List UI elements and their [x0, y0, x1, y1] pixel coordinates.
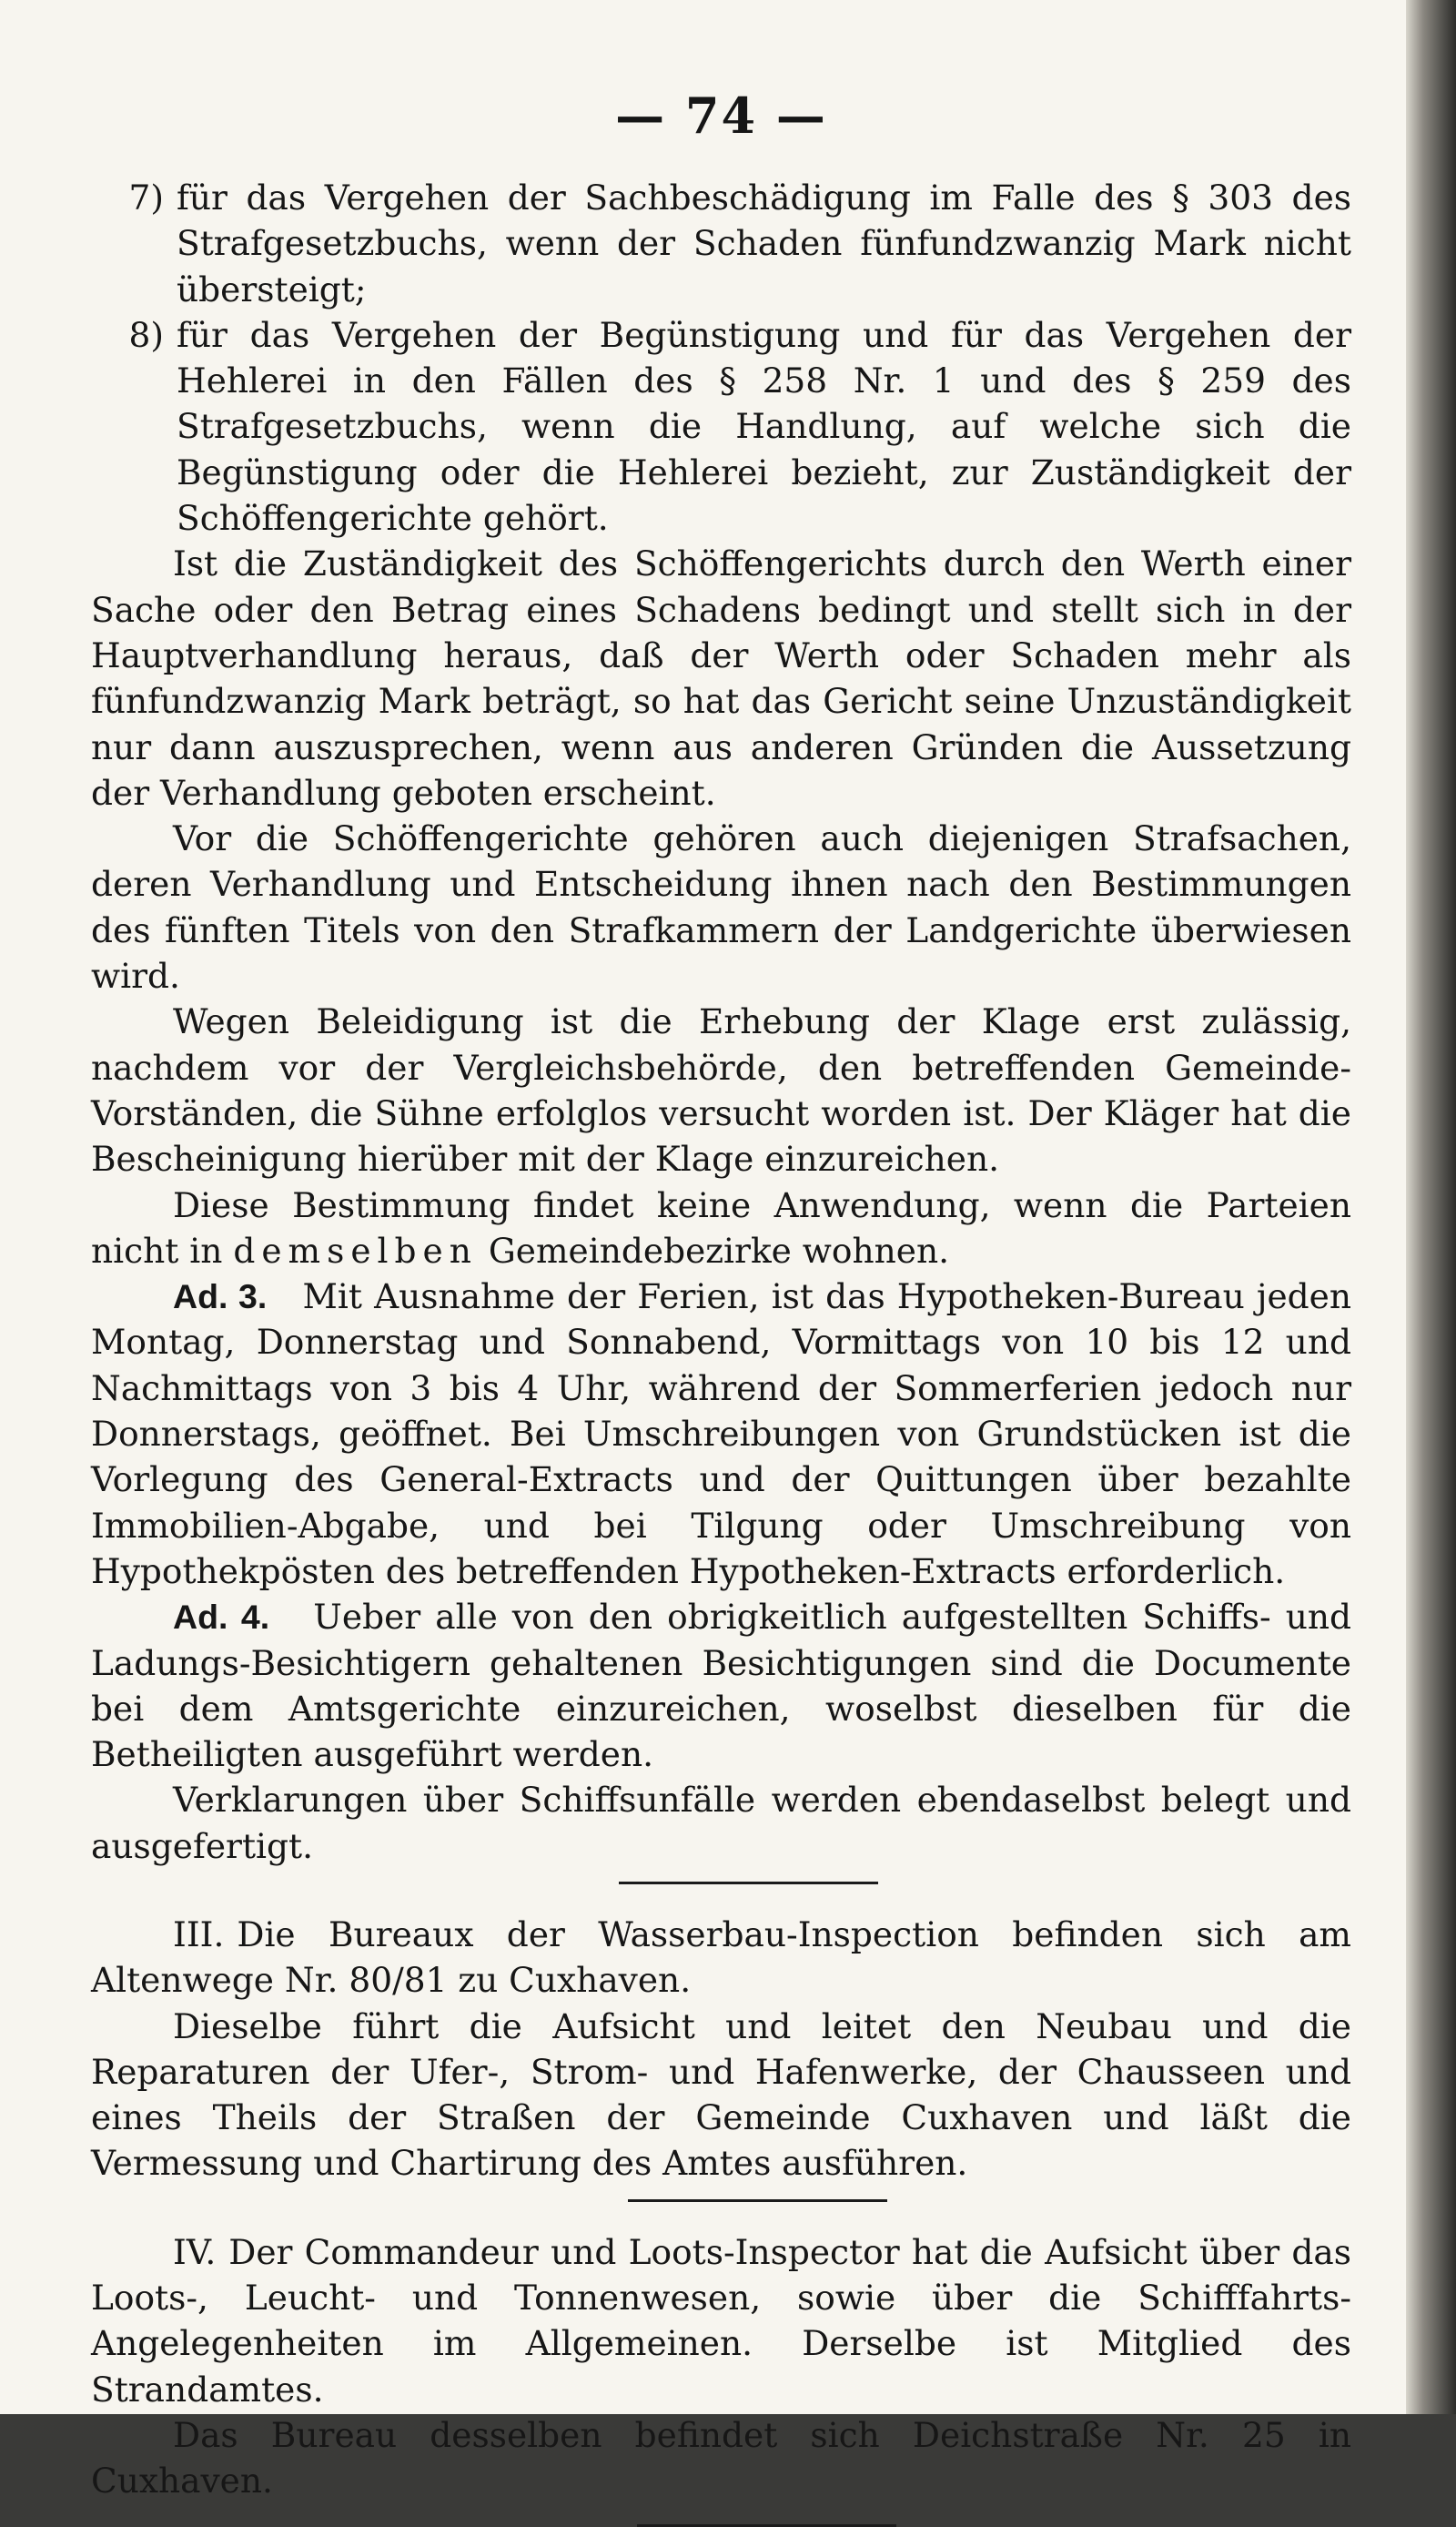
list-item-number: 7): [128, 178, 164, 218]
paragraph-bestimmung: [91, 1182, 1351, 1274]
paragraph-ad-3: [91, 1274, 1351, 1594]
paragraph-beleidigung: Wegen Beleidigung ist die Erhebung der Klage erst zulässig, nachdem vor der Vergleichsbehörde, den betreffenden Gemeinde-Vorständen, die Sühne erfolglos versucht worden ist. Der Kläger hat die Bescheinigung hierüber mit der Klage einzureichen.: [91, 1001, 1351, 1180]
section-4-paragraph: [91, 2229, 1351, 2412]
page-number: — 74 —: [615, 86, 827, 145]
page-edge-shadow: [1406, 0, 1456, 2414]
list-item-number: 8): [128, 314, 164, 355]
page-body: [91, 175, 1351, 2527]
section-divider: [637, 2524, 896, 2527]
paragraph-zustaendigkeit: Ist die Zuständigkeit des Schöffengerichts durch den Werth einer Sache oder den Betrag eines Schadens bedingt und stellt sich in der Hauptverhandlung heraus, daß der Werth oder Schaden mehr als fünfundzwanzig Mark beträgt, so hat das Gericht seine Unzuständigkeit nur dann auszusprechen, wenn aus anderen Gründen die Aussetzung der Verhandlung geboten erscheint.: [91, 543, 1351, 813]
list-item-text: für das Vergehen der Sachbeschädigung im Falle des § 303 des Strafgesetzbuchs, wenn der Schaden fünfundzwanzig Mark nicht übersteigt;: [177, 178, 1351, 310]
ad-3-text: Mit Ausnahme der Ferien, ist das Hypotheken-Bureau jeden Montag, Donnerstag und Sonnabend, Vormittags von 10 bis 12 und Nachmittags von 3 bis 4 Uhr, während der Sommerferien jedoch nur Donnerstags, geöffnet. Bei Umschreibungen von Grundstücken ist die Vorlegung des General-Extracts und der Quittungen über bezahlte Immobilien-Abgabe, und bei Tilgung oder Umschreibung von Hypothekpösten des betreffenden Hypotheken-Extracts erforderlich.: [91, 1276, 1351, 1591]
paragraph-ad-4: [91, 1594, 1351, 1777]
list-item-7: [91, 175, 1351, 312]
paragraph-verklarungen: Verklarungen über Schiffsunfälle werden ebendaselbst belegt und ausgefertigt.: [91, 1780, 1351, 1866]
paragraph-strafsachen: Vor die Schöffengerichte gehören auch diejenigen Strafsachen, deren Verhandlung und Entscheidung ihnen nach den Bestimmungen des fünften Titels von den Strafkammern der Landgerichte überwiesen wird.: [91, 818, 1351, 997]
section-divider: [628, 2199, 887, 2202]
ad-3-label: Ad. 3.: [173, 1277, 268, 1316]
paragraph-text: Gemeindebezirke wohnen.: [488, 1230, 950, 1271]
ad-4-label: Ad. 4.: [173, 1598, 270, 1637]
section-3-paragraph-2: Dieselbe führt die Aufsicht und leitet den Neubau und die Reparaturen der Ufer-, Strom- und Hafenwerke, der Chausseen und eines Theils der Straßen der Gemeinde Cuxhaven und läßt die Vermessung und Chartirung des Amtes ausführen.: [91, 2005, 1351, 2184]
list-item-text: für das Vergehen der Begünstigung und für das Vergehen der Hehlerei in den Fällen des § 258 Nr. 1 und des § 259 des Strafgesetzbuchs, wenn die Handlung, auf welche sich die Begünstigung oder die Hehlerei bezieht, zur Zuständigkeit der Schöffengerichte gehört.: [177, 314, 1351, 539]
section-3-text: Die Bureaux der Wasserbau-Inspection befinden sich am Altenwege Nr. 80/81 zu Cuxhaven.: [91, 1913, 1351, 2001]
section-3-paragraph: [91, 1912, 1351, 2004]
list-item-8: [91, 312, 1351, 541]
section-3-number: III.: [173, 1913, 225, 1954]
section-4-number: IV.: [173, 2231, 217, 2272]
spaced-word: demselben: [233, 1230, 478, 1271]
ad-4-text: Ueber alle von den obrigkeitlich aufgestellten Schiffs- und Ladungs-Besichtigern gehaltenen Besichtigungen sind die Documente bei dem Amtsgerichte einzureichen, woselbst dieselben für die Betheiligten ausgeführt werden.: [91, 1597, 1352, 1775]
section-4-text: Der Commandeur und Loots-Inspector hat die Aufsicht über das Loots-, Leucht- und Tonnenwesen, sowie über die Schifffahrts-Angelegenheiten im Allgemeinen. Derselbe ist Mitglied des Strandamtes.: [91, 2231, 1351, 2410]
paragraph-text: Diese Bestimmung findet keine Anwendung, wenn die Parteien nicht in: [91, 1184, 1351, 1271]
section-divider: [619, 1882, 878, 1884]
section-4-paragraph-2: Das Bureau desselben befindet sich Deichstraße Nr. 25 in Cuxhaven.: [91, 2414, 1351, 2502]
